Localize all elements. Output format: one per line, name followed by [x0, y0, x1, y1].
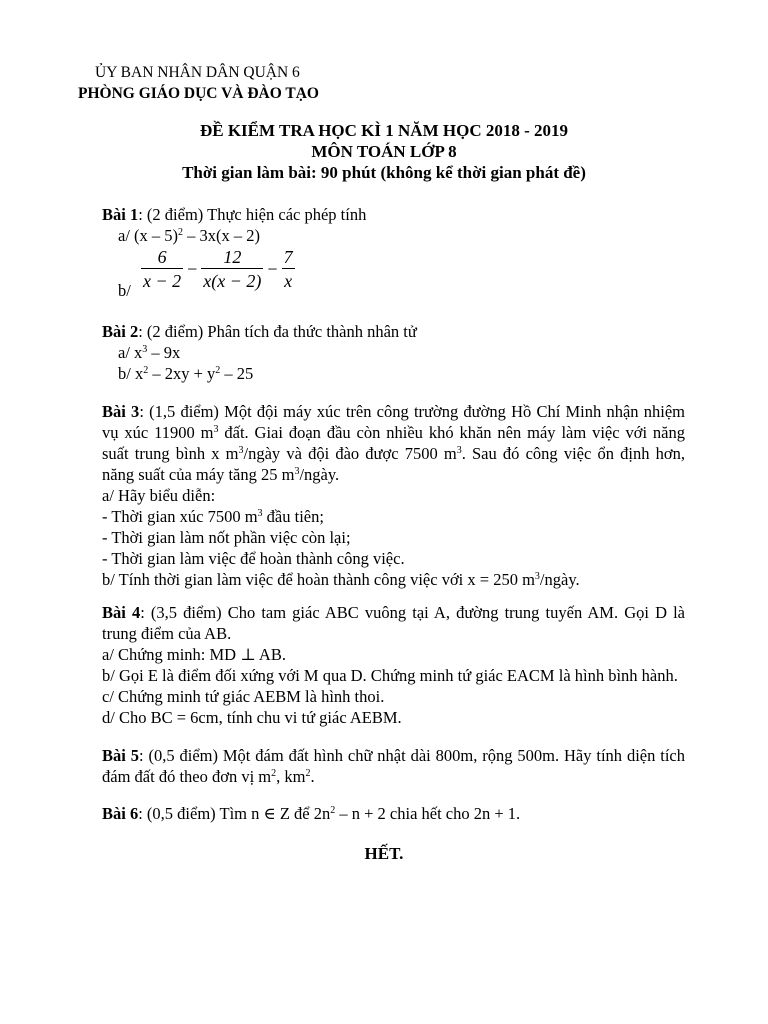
- issuer-header: [78, 62, 319, 104]
- problem-3-sup-2: 3: [238, 445, 244, 456]
- problem-4c: c/ Chứng minh tứ giác AEBM là hình thoi.: [102, 687, 385, 706]
- fraction-3: [282, 246, 295, 293]
- problem-3b-sup: 3: [534, 571, 540, 582]
- problem-5-statement: [102, 745, 685, 787]
- problem-3-label: Bài 3: [102, 402, 140, 421]
- problem-4-label: Bài 4: [102, 603, 141, 622]
- problem-5-label: Bài 5: [102, 746, 139, 765]
- problem-3a-item-2: - Thời gian làm nốt phần việc còn lại;: [102, 528, 351, 547]
- problem-3-text-2: đất. Giai đoạn đầu còn nhiều khó khăn nên máy làm việc với năng suất trung bình x m: [102, 423, 685, 463]
- problem-3b: [102, 569, 685, 590]
- problem-1-heading: [102, 204, 685, 225]
- problem-3a-item-1-pre: - Thời gian xúc 7500 m: [102, 507, 258, 526]
- problem-3-text-3: /ngày và đội đào được 7500 m: [243, 444, 457, 463]
- issuer-line-2: PHÒNG GIÁO DỤC VÀ ĐÀO TẠO: [78, 85, 319, 102]
- minus-sign-1: −: [187, 259, 198, 279]
- exam-titles: [0, 120, 768, 183]
- problem-5: [102, 745, 685, 787]
- fraction-1-numerator: 6: [157, 247, 167, 267]
- problem-5-text: : (0,5 điểm) Một đám đất hình chữ nhật dài 800m, rộng 500m. Hãy tính diện tích đám đất đó theo đơn vị m: [102, 746, 686, 786]
- problem-4-text: : (3,5 điểm) Cho tam giác ABC vuông tại A, đường trung tuyến AM. Gọi D là trung điểm của AB.: [102, 603, 685, 643]
- end-marker: HẾT.: [364, 844, 404, 863]
- problem-4a: a/ Chứng minh: MD ⊥ AB.: [102, 645, 286, 664]
- problem-6-sup: 2: [330, 805, 336, 816]
- problem-4-statement: [102, 602, 685, 644]
- problem-6: [102, 803, 685, 824]
- problem-2-heading: [102, 321, 685, 342]
- problem-6-label: Bài 6: [102, 804, 139, 823]
- problem-3b-post: /ngày.: [539, 570, 580, 589]
- minus-sign-2: −: [267, 259, 278, 279]
- fraction-2-denominator: x(x − 2): [201, 268, 263, 293]
- fraction-2: [201, 246, 263, 293]
- problem-4b: b/ Gọi E là điểm đối xứng với M qua D. Chứng minh tứ giác EACM là hình bình hành.: [102, 666, 678, 685]
- fraction-3-denominator: x: [282, 268, 295, 293]
- problem-2b-sup-2: 2: [215, 365, 221, 376]
- exam-title: ĐỀ KIỂM TRA HỌC KÌ 1 NĂM HỌC 2018 - 2019: [199, 121, 569, 140]
- problem-3-text-4: . Sau đó công việc ổn định hơn, năng suất của máy tăng 25 m: [102, 444, 685, 484]
- problem-2b-pre: b/ x: [118, 364, 144, 383]
- problem-1: [102, 204, 685, 304]
- exam-subject: MÔN TOÁN LỚP 8: [311, 142, 457, 161]
- problem-4: [102, 602, 685, 728]
- problem-2-text: : (2 điểm) Phân tích đa thức thành nhân tử: [138, 322, 417, 341]
- fraction-2-numerator: 12: [223, 247, 242, 267]
- exam-duration: Thời gian làm bài: 90 phút (không kể thời gian phát đề): [182, 163, 586, 182]
- problem-1-text: : (2 điểm) Thực hiện các phép tính: [138, 205, 367, 224]
- problem-1a-pre: a/ (x – 5): [118, 226, 179, 245]
- problem-1b: [102, 246, 685, 304]
- problem-5-sup-2: 2: [305, 768, 311, 779]
- problem-2a-post: – 9x: [147, 343, 181, 362]
- problem-2b-sup-1: 2: [143, 365, 149, 376]
- problem-1a-post: – 3x(x – 2): [183, 226, 261, 245]
- problem-3: [102, 401, 685, 590]
- problem-6-post: – n + 2 chia hết cho 2n + 1.: [335, 804, 521, 823]
- problem-3b-pre: b/ Tính thời gian làm việc để hoàn thành công việc với x = 250 m: [102, 570, 535, 589]
- fraction-3-numerator: 7: [283, 247, 293, 267]
- problem-3-text-5: /ngày.: [299, 465, 340, 484]
- problem-2b-mid: – 2xy + y: [148, 364, 216, 383]
- fraction-1: [141, 246, 183, 293]
- problem-3-statement: [102, 401, 685, 485]
- problem-3a-item-1: [102, 506, 685, 527]
- problem-3a-item-1-post: đầu tiên;: [262, 507, 324, 526]
- problem-3-text-1: : (1,5 điểm) Một đội máy xúc trên công trường đường Hồ Chí Minh nhận nhiệm vụ xúc 11900 m: [102, 402, 685, 442]
- problem-6-statement: [102, 803, 685, 824]
- problem-2b-post: – 25: [220, 364, 254, 383]
- problem-1a: [102, 225, 685, 246]
- problem-3-sup-4: 3: [294, 466, 300, 477]
- problem-2a-sup: 3: [142, 344, 148, 355]
- problem-6-pre: : (0,5 điểm) Tìm n ∈ Z để 2n: [138, 804, 331, 823]
- problem-2: [102, 321, 685, 384]
- problem-3-sup-3: 3: [456, 445, 462, 456]
- problem-3a: a/ Hãy biểu diễn:: [102, 486, 216, 505]
- problem-2a-pre: a/ x: [118, 343, 143, 362]
- problem-1a-sup: 2: [178, 227, 184, 238]
- fraction-1-denominator: x − 2: [141, 268, 183, 293]
- problem-1-label: Bài 1: [102, 205, 139, 224]
- problem-2a: [102, 342, 685, 363]
- problem-2b: [102, 363, 685, 384]
- problem-1b-label: b/: [118, 281, 131, 300]
- problem-3a-item-3: - Thời gian làm việc để hoàn thành công việc.: [102, 549, 405, 568]
- problem-5-sup-1: 2: [271, 768, 277, 779]
- problem-2-label: Bài 2: [102, 322, 139, 341]
- issuer-line-1: ỦY BAN NHÂN DÂN QUẬN 6: [95, 64, 300, 81]
- problem-1b-expression: [138, 246, 298, 293]
- problem-3a-item-1-sup: 3: [257, 508, 263, 519]
- problem-5-mid: , km: [276, 767, 306, 786]
- problem-5-end: .: [310, 767, 315, 786]
- problem-4d: d/ Cho BC = 6cm, tính chu vi tứ giác AEBM.: [102, 708, 402, 727]
- problem-3-sup-1: 3: [213, 424, 219, 435]
